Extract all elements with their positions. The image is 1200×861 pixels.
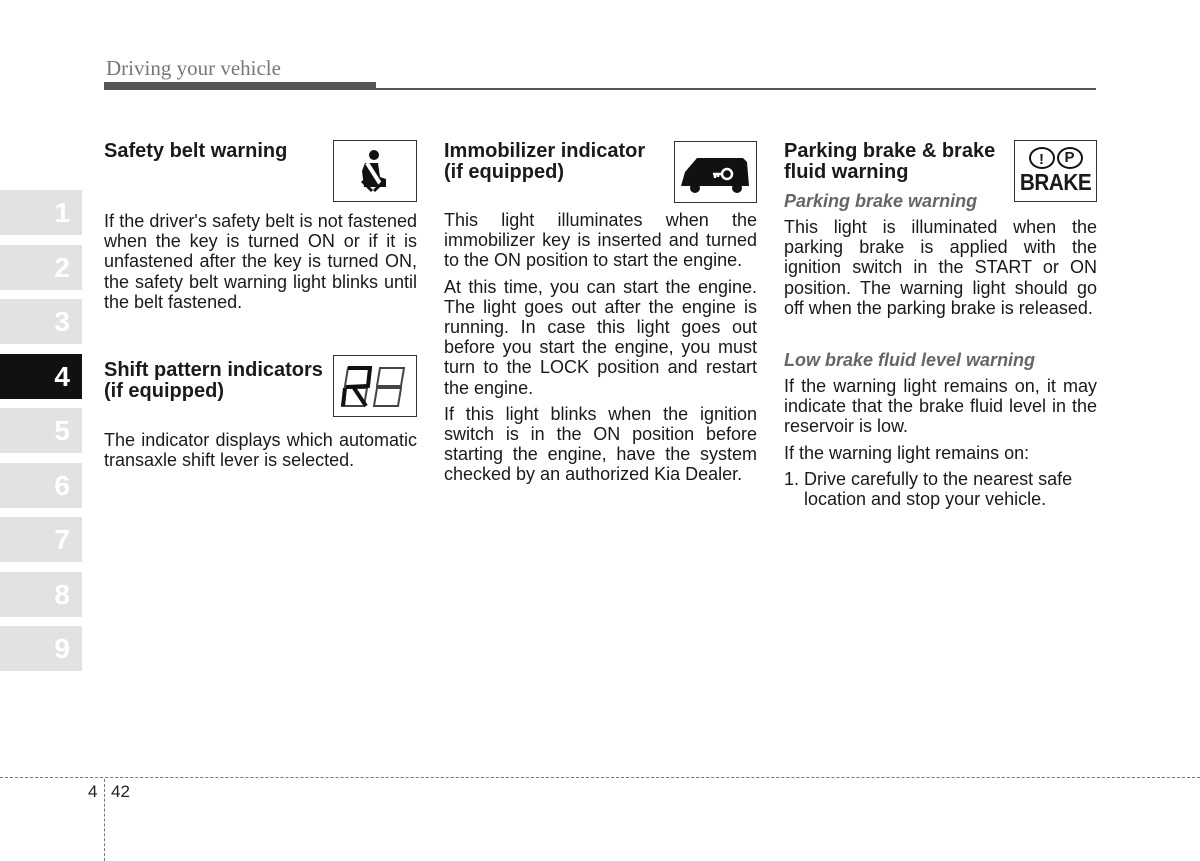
- footer-rule: [0, 777, 1200, 778]
- footer-chapter-number: 4: [88, 782, 98, 801]
- exclamation-circle-icon: !: [1029, 147, 1055, 169]
- header-rule: [104, 88, 1096, 90]
- section-heading-shift-pattern-line1: Shift pattern indicators: [104, 359, 323, 382]
- shift-pattern-indicator-icon: [333, 355, 417, 417]
- chapter-tab-1[interactable]: [0, 190, 82, 235]
- section-heading-immobilizer-line2: (if equipped): [444, 161, 564, 183]
- chapter-tab-label: 4: [54, 360, 70, 392]
- chapter-tab-9[interactable]: [0, 626, 82, 671]
- chapter-tab-7[interactable]: [0, 517, 82, 562]
- chapter-tab-5[interactable]: [0, 408, 82, 453]
- chapter-tab-label: 5: [54, 414, 70, 446]
- section-heading-parking-brake-line2: fluid warning: [784, 161, 909, 183]
- brake-fluid-text-2: If the warning light remains on:: [784, 442, 1030, 463]
- page-header-title: Driving your vehicle: [106, 56, 281, 80]
- chapter-tab-3[interactable]: [0, 299, 82, 344]
- immobilizer-text-3: If this light blinks when the ignition switch is in the ON position before starting the engine, have the system checked by an authorized Kia Dealer.: [444, 403, 757, 485]
- section-heading-safety-belt: Safety belt warning: [104, 140, 288, 162]
- brake-icon-label: BRAKE: [1019, 169, 1092, 195]
- chapter-tab-label: 7: [54, 523, 70, 555]
- immobilizer-text-2: At this time, you can start the engine. The light goes out after the engine is running. In case this light goes out before you start the engine, you must turn to the LOCK position and restart the engine.: [444, 276, 757, 398]
- parking-brake-text: This light is illuminated when the parking brake is applied with the ignition switch in the START or ON position. The warning light should go off when the parking brake is released.: [784, 217, 1097, 318]
- chapter-tab-label: 2: [54, 251, 70, 283]
- seatbelt-warning-icon: [333, 140, 417, 202]
- chapter-tab-label: 6: [54, 469, 70, 501]
- section-heading-shift-pattern-line2: (if equipped): [104, 380, 224, 403]
- parking-p-circle-icon: P: [1057, 147, 1083, 169]
- chapter-tab-8[interactable]: [0, 572, 82, 617]
- chapter-tab-label: 8: [54, 578, 70, 610]
- brake-fluid-text-1: If the warning light remains on, it may indicate that the brake fluid level in the reservoir is low.: [784, 376, 1097, 437]
- subheading-parking-brake-warning: Parking brake warning: [784, 191, 978, 211]
- chapter-tab-2[interactable]: [0, 245, 82, 290]
- shift-pattern-text: The indicator displays which automatic transaxle shift lever is selected.: [104, 430, 417, 471]
- brake-warning-icon: [1014, 140, 1097, 202]
- section-heading-parking-brake-line1: Parking brake & brake: [784, 140, 996, 162]
- footer-divider: [104, 779, 105, 861]
- chapter-tab-label: 1: [54, 196, 70, 228]
- chapter-tab-label: 3: [54, 305, 70, 337]
- list-item: 1. Drive carefully to the nearest safe location and stop your vehicle.: [804, 469, 1097, 509]
- subheading-low-brake-fluid: Low brake fluid level warning: [784, 350, 1036, 371]
- immobilizer-key-icon: [674, 141, 757, 203]
- chapter-tab-label: 9: [54, 632, 70, 664]
- chapter-tab-6[interactable]: [0, 463, 82, 508]
- immobilizer-text-1: This light illuminates when the immobilizer key is inserted and turned to the ON position to start the engine.: [444, 210, 757, 271]
- footer-page-number: 42: [111, 782, 130, 801]
- safety-belt-text: If the driver's safety belt is not fastened when the key is turned ON or if it is unfastened after the key is turned ON, the safety belt warning light blinks until the belt fastened.: [104, 211, 417, 312]
- section-heading-immobilizer-line1: Immobilizer indicator: [444, 140, 646, 162]
- chapter-tab-4[interactable]: [0, 354, 82, 399]
